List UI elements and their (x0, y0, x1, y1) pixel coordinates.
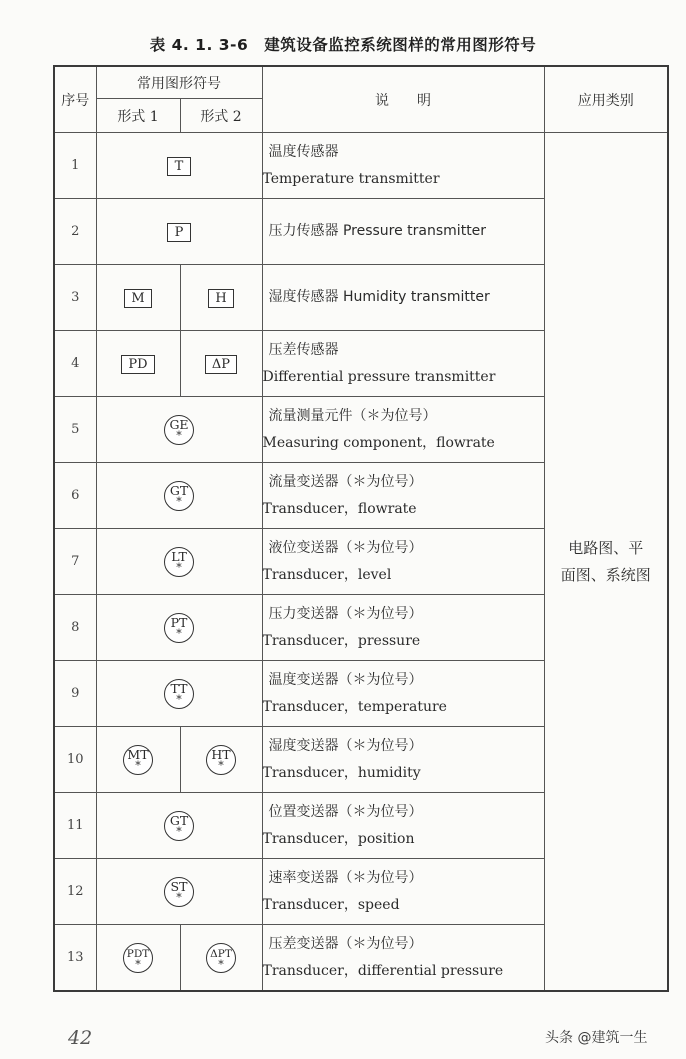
description-cn: 温度变送器（＊为位号） (268, 671, 423, 688)
symbol-tag: * (218, 957, 224, 971)
square-symbol: H (208, 289, 233, 308)
description-en: Transducer，temperature (262, 698, 447, 715)
circle-symbol (123, 943, 153, 973)
header-form2: 形式 2 (180, 99, 262, 133)
symbol-tag: * (135, 759, 141, 773)
symbol-cell-form1 (96, 265, 180, 331)
row-number: 6 (54, 463, 96, 529)
header-symbols: 常用图形符号 (96, 66, 262, 99)
description-cn: 压力变送器（＊为位号） (268, 605, 423, 622)
table-row (54, 133, 668, 199)
symbol-tag: * (176, 495, 182, 509)
circle-symbol (123, 745, 153, 775)
symbol-tag: * (218, 759, 224, 773)
symbol-cell-form1 (96, 331, 180, 397)
description-cn: 压差传感器 (268, 341, 339, 358)
description-cell (262, 397, 544, 463)
description-cell (262, 265, 544, 331)
row-number: 7 (54, 529, 96, 595)
description-en: Transducer，level (262, 566, 392, 583)
circle-symbol (164, 481, 194, 511)
circle-symbol (164, 679, 194, 709)
description-cell (262, 529, 544, 595)
description-cn: 温度传感器 (268, 143, 339, 160)
description-text: 湿度传感器 Humidity transmitter (268, 289, 490, 305)
table-title: 表 4. 1. 3-6 建筑设备监控系统图样的常用图形符号 (149, 36, 537, 54)
description-cell (262, 595, 544, 661)
square-symbol: ΔP (205, 355, 237, 374)
symbol-tag: * (176, 891, 182, 905)
header-desc: 说 明 (262, 66, 544, 133)
row-number: 11 (54, 793, 96, 859)
symbol-cell-form2 (180, 925, 262, 992)
symbol-code: ΔPT (210, 947, 232, 960)
square-symbol: M (124, 289, 151, 308)
symbol-tag: * (176, 429, 182, 443)
description-text: 压力传感器 Pressure transmitter (268, 223, 487, 239)
square-symbol: T (167, 157, 191, 176)
symbol-table (53, 65, 669, 992)
category-line1: 电路图、平 (568, 538, 644, 557)
circle-symbol (206, 943, 236, 973)
symbol-code: GT (169, 483, 189, 499)
symbol-cell (96, 793, 262, 859)
symbol-cell-form2 (180, 727, 262, 793)
symbol-cell (96, 199, 262, 265)
circle-symbol (164, 547, 194, 577)
watermark: 头条 @建筑一生 (545, 1030, 648, 1046)
symbol-code: TT (170, 681, 188, 697)
row-number: 13 (54, 925, 96, 992)
description-cn: 速率变送器（＊为位号） (268, 869, 423, 886)
row-number: 10 (54, 727, 96, 793)
symbol-code: MT (127, 747, 149, 763)
symbol-code: PDT (126, 947, 150, 960)
description-en: Transducer，flowrate (262, 500, 417, 517)
square-symbol: P (167, 223, 191, 242)
symbol-cell (96, 397, 262, 463)
description-cell (262, 331, 544, 397)
symbol-code: HT (211, 747, 231, 763)
description-cell (262, 463, 544, 529)
row-number: 8 (54, 595, 96, 661)
row-number: 3 (54, 265, 96, 331)
circle-symbol (164, 415, 194, 445)
symbol-cell (96, 595, 262, 661)
symbol-tag: * (135, 957, 141, 971)
description-en: Transducer，speed (262, 896, 400, 913)
symbol-tag: * (176, 561, 182, 575)
header-category: 应用类别 (544, 66, 668, 133)
description-cell (262, 727, 544, 793)
symbol-code: LT (171, 549, 187, 565)
circle-symbol (164, 811, 194, 841)
row-number: 1 (54, 133, 96, 199)
square-symbol: PD (121, 355, 154, 374)
description-cell (262, 199, 544, 265)
description-cell (262, 859, 544, 925)
description-en: Transducer，differential pressure (262, 962, 504, 979)
symbol-cell (96, 859, 262, 925)
circle-symbol (164, 877, 194, 907)
symbol-code: ST (170, 879, 188, 895)
description-en: Transducer，pressure (262, 632, 421, 649)
description-cn: 位置变送器（＊为位号） (268, 803, 423, 820)
row-number: 9 (54, 661, 96, 727)
symbol-cell (96, 463, 262, 529)
symbol-code: GE (169, 417, 189, 433)
description-cn: 流量变送器（＊为位号） (268, 473, 423, 490)
description-cn: 流量测量元件（＊为位号） (268, 407, 437, 424)
symbol-cell (96, 529, 262, 595)
circle-symbol (206, 745, 236, 775)
symbol-cell (96, 133, 262, 199)
symbol-tag: * (176, 627, 182, 641)
symbol-cell-form1 (96, 925, 180, 992)
description-cell (262, 925, 544, 992)
symbol-code: GT (169, 813, 189, 829)
symbol-tag: * (176, 693, 182, 707)
symbol-cell-form2 (180, 265, 262, 331)
description-en: Transducer，humidity (262, 764, 421, 781)
page-number: 42 (68, 1027, 93, 1049)
description-cn: 液位变送器（＊为位号） (268, 539, 423, 556)
description-en: Measuring component，flowrate (262, 434, 495, 451)
description-cell (262, 133, 544, 199)
description-en: Transducer，position (262, 830, 415, 847)
symbol-tag: * (176, 825, 182, 839)
category-line2: 面图、系统图 (560, 565, 651, 584)
symbol-code: PT (170, 615, 188, 631)
row-number: 2 (54, 199, 96, 265)
symbol-cell (96, 661, 262, 727)
symbol-cell-form2 (180, 331, 262, 397)
description-en: Differential pressure transmitter (262, 368, 496, 385)
category-cell (544, 133, 668, 992)
symbol-cell-form1 (96, 727, 180, 793)
header-seq: 序号 (54, 66, 96, 133)
description-cell (262, 793, 544, 859)
description-cell (262, 661, 544, 727)
circle-symbol (164, 613, 194, 643)
row-number: 4 (54, 331, 96, 397)
row-number: 12 (54, 859, 96, 925)
row-number: 5 (54, 397, 96, 463)
description-cn: 湿度变送器（＊为位号） (268, 737, 423, 754)
description-cn: 压差变送器（＊为位号） (268, 935, 423, 952)
description-en: Temperature transmitter (262, 170, 440, 187)
header-form1: 形式 1 (96, 99, 180, 133)
